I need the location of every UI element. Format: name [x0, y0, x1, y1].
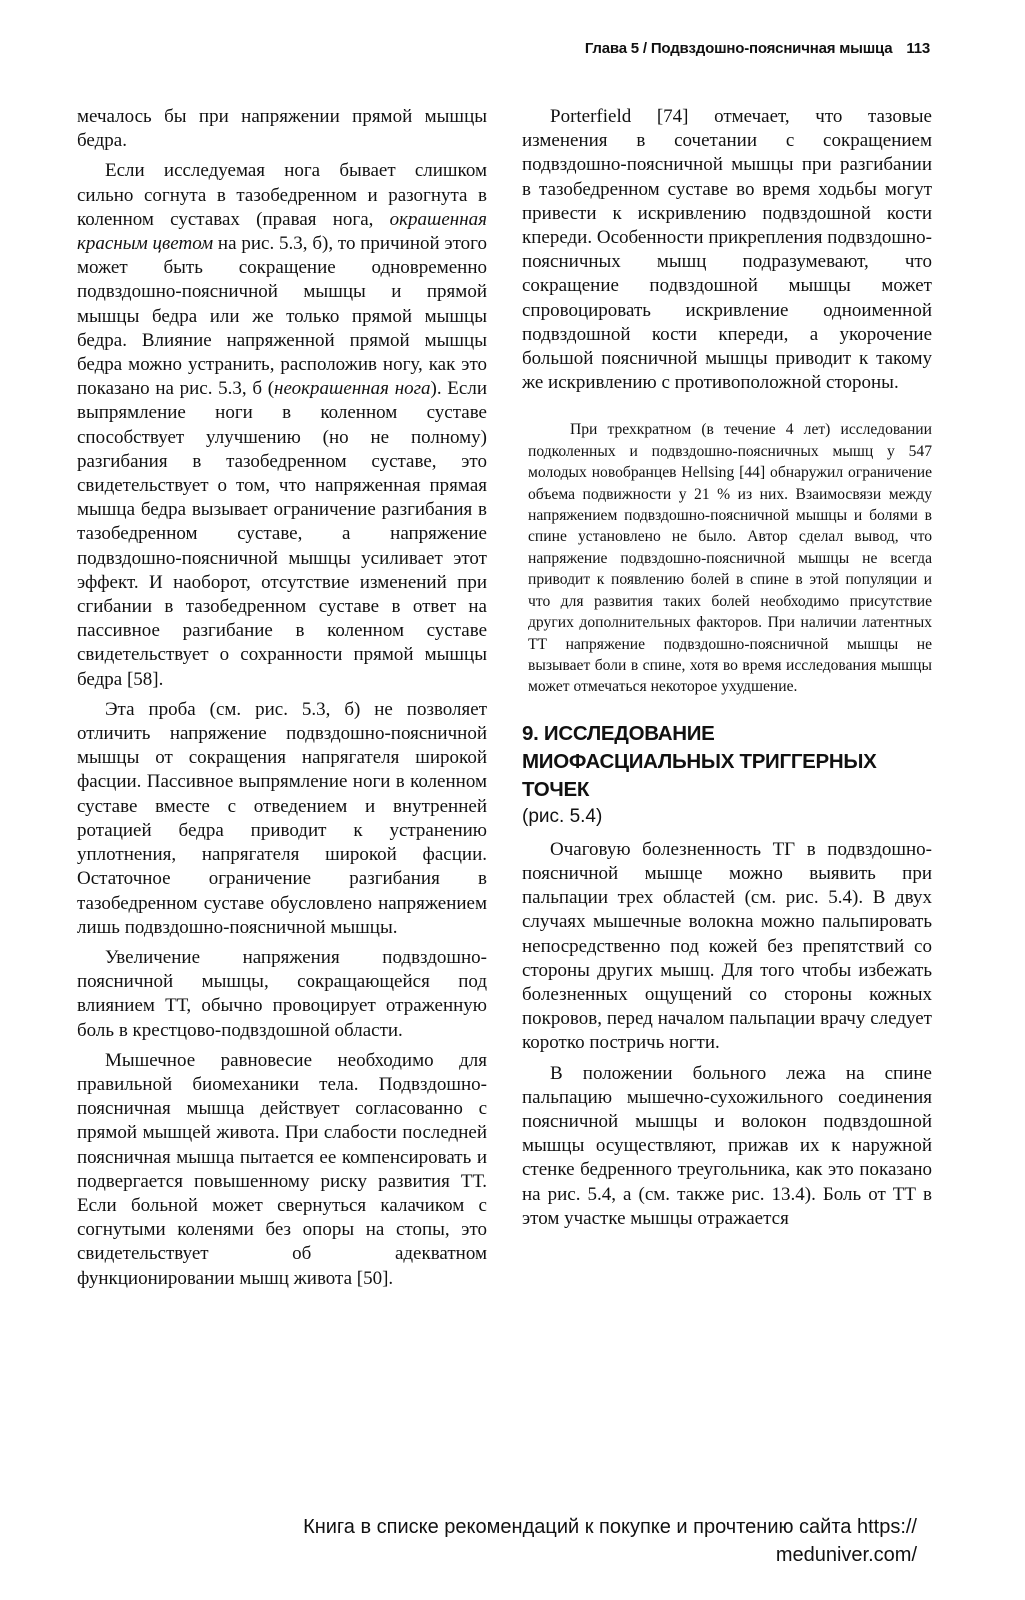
right-column — [522, 105, 932, 1231]
section-subheading: (рис. 5.4) — [522, 805, 603, 827]
left-paragraph-5: Мышечное равновесие необходимо для правильной биомеханики тела. Подвздошно-поясничная мышца действует согласованно с прямой мышцей живота. При слабости последней поясничная мышца пытается ее компенсировать и подвергается повышенному риску развития ТТ. Если больной может свернуться калачиком с согнутыми коленями без опоры на стопы, это свидетельствует об адекватном функционировании мышц живота [50]. — [77, 1049, 487, 1289]
left-column — [77, 105, 487, 1291]
right-paragraph-1: Porterfield [74] отмечает, что тазовые изменения в сочетании с сокращением подвздошно-поясничной мышцы при разгибании в тазобедренном суставе во время ходьбы могут привести к искривлению подвздошной кости кпереди. Особенности прикрепления подвздошно-поясничных мышц подразумевают, что сокращение подвздошной мышцы может спровоцировать искривление одноименной подвздошной кости кпереди, а укорочение большой поясничной мышцы приводит к такому же искривлению с противоположной стороны. — [522, 106, 932, 394]
left-p2-text-c: ). Если выпрямление ноги в коленном суставе способствует улучшению (но не полному) разгибания в тазобедренном суставе, это свидетельствует о том, что напряженная прямая мышца бедра вызывает ограничение разгибания в тазобедренном суставе, а напряжение подвздошно-поясничной мышцы усиливает этот эффект. И наоборот, отсутствие изменений при сгибании в тазобедренном суставе в ответ на пассивное разгибание в коленном суставе свидетельствует о сохранности прямой мышцы бедра [58]. — [77, 378, 487, 690]
note-block — [522, 419, 932, 697]
footer-line-1: Книга в списке рекомендаций к покупке и прочтению сайта https:// — [303, 1516, 917, 1538]
page-number: 113 — [906, 40, 930, 57]
left-paragraph-2 — [77, 159, 487, 691]
left-p2-text-b: на рис. 5.3, б), то причиной этого может быть сокращение одновременно подвздошно-поясничной мышцы и прямой мышцы бедра или же только прямой мышцы бедра. Влияние напряженной прямой мышцы бедра можно устранить, расположив ногу, как это показано на рис. 5.3, б ( — [77, 233, 487, 400]
chapter-title: Глава 5 / Подвздошно-поясничная мышца — [584, 40, 893, 57]
note-text: При трехкратном (в течение 4 лет) исследовании подколенных и подвздошно-поясничных мышц у 547 молодых новобранцев Hellsing [44] обнаружил ограничение объема подвижности у 21 % из них. Взаимосвязи между напряжением подвздошно-поясничной мышцы и болями в спине установлено не было. Автор сделал вывод, что напряжение подвздошно-поясничной мышцы не всегда приводит к появлению болей в спине в этой популяции и что для развития таких болей необходимо присутствие других дополнительных факторов. При наличии латентных ТТ напряжение подвздошно-поясничной мышцы не вызывает боли в спине, хотя во время исследования мышцы может отмечаться некоторое ухудшение. — [528, 421, 932, 696]
right-paragraph-3: В положении больного лежа на спине пальпацию мышечно-сухожильного соединения поясничной мышцы и волокон подвздошной мышцы осуществляют, прижав их к наружной стенке бедренного треугольника, как это показано на рис. 5.4, а (см. также рис. 13.4). Боль от ТТ в этом участке мышцы отражается — [522, 1062, 932, 1229]
footer-line-2: meduniver.com/ — [775, 1544, 917, 1566]
running-header — [585, 40, 930, 57]
left-paragraph-4: Увеличение напряжения подвздошно-поясничной мышцы, сокращающейся под влиянием ТТ, обычно провоцирует отраженную боль в крестцово-подвздошной области. — [77, 946, 487, 1041]
left-p2-text-a: Если исследуемая нога бывает слишком сильно согнута в тазобедренном и разогнута в коленном суставах (правая нога, — [77, 160, 487, 230]
left-p2-italic-2: неокрашенная нога — [274, 378, 431, 400]
left-paragraph-1: мечалось бы при напряжении прямой мышцы бедра. — [77, 106, 487, 152]
section-heading-line-2: МИОФАСЦИАЛЬНЫХ ТРИГГЕРНЫХ — [522, 749, 877, 773]
footer-promo — [162, 1513, 917, 1569]
left-p2-italic-1: окрашенная красным цветом — [77, 208, 487, 255]
section-heading-line-3: ТОЧЕК — [522, 777, 590, 801]
section-heading-line-1: 9. ИССЛЕДОВАНИЕ — [522, 721, 715, 745]
section-heading — [522, 720, 932, 804]
right-paragraph-2: Очаговую болезненность ТГ в подвздошно-поясничной мышце можно выявить при пальпации трех областей (см. рис. 5.4). В двух случаях мышечные волокна можно пальпировать непосредственно под кожей без препятствий со стороны других мышц. Для того чтобы избежать болезненных ощущений со стороны кожных покровов, перед началом пальпации врачу следует коротко постричь ногти. — [522, 838, 932, 1054]
left-paragraph-3: Эта проба (см. рис. 5.3, б) не позволяет отличить напряжение подвздошно-поясничной мышцы от сокращения напрягателя широкой фасции. Пассивное выпрямление ноги в коленном суставе вместе с отведением и внутренней ротацией бедра приводит к устранению уплотнения, напрягателя широкой фасции. Остаточное ограничение разгибания в тазобедренном суставе обусловлено напряжением лишь подвздошно-поясничной мышцы. — [77, 698, 487, 938]
